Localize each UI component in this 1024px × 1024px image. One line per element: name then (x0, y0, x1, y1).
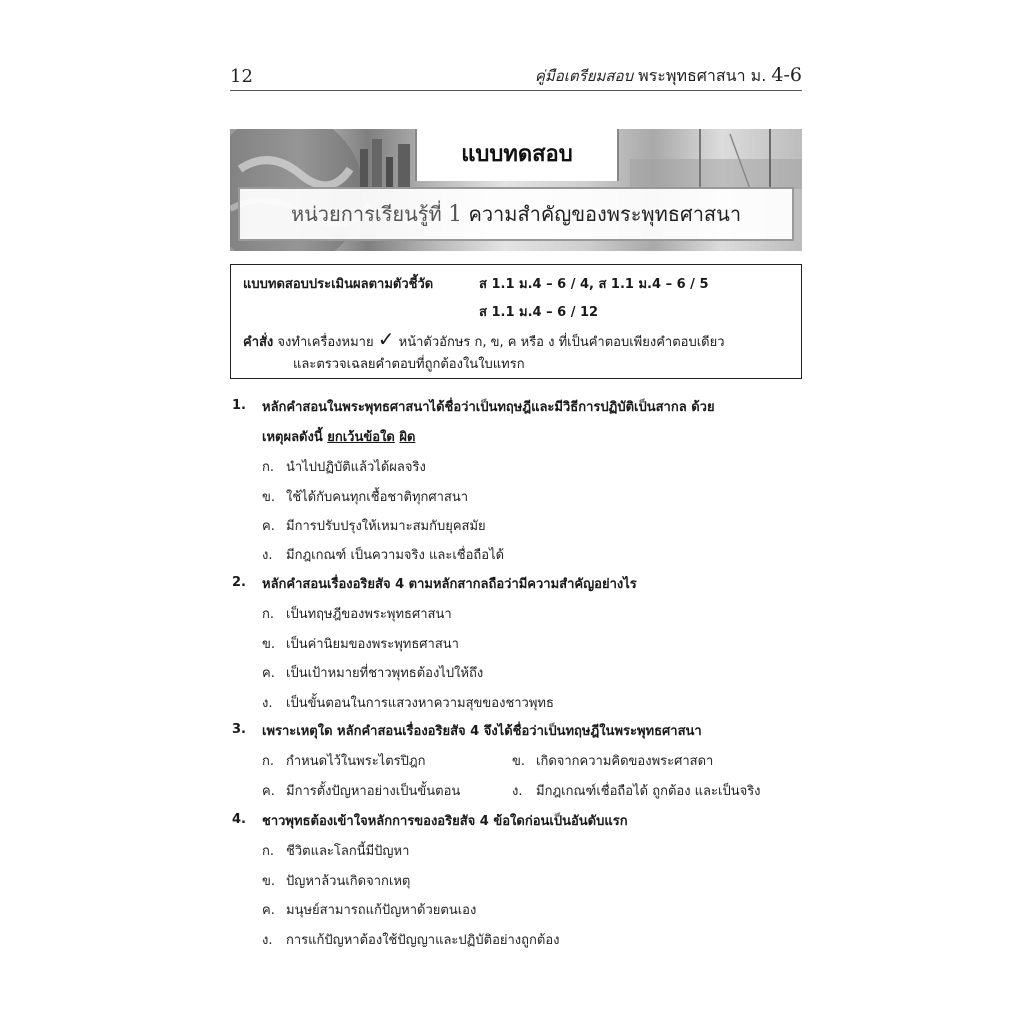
check-mark-icon: ✓ (377, 327, 395, 351)
indicators-line-1: ส 1.1 ม.4 – 6 / 4, ส 1.1 ม.4 – 6 / 5 (479, 277, 709, 292)
unit-heading (238, 187, 794, 241)
question-text: หลักคำสอนในพระพุทธศาสนาได้ชื่อว่าเป็นทฤษฎีและมีวิธีการปฏิบัติเป็นสากล ด้วย (262, 400, 715, 415)
option-text: นำไปปฏิบัติแล้วได้ผลจริง (286, 460, 426, 475)
option-label: ค. (262, 903, 275, 918)
question-text: หลักคำสอนเรื่องอริยสัจ 4 ตามหลักสากลถือว่ามีความสำคัญอย่างไร (262, 577, 637, 592)
question-number: 3. (232, 722, 246, 737)
option-text: มีกฎเกณฑ์เชื่อถือได้ ถูกต้อง และเป็นจริง (536, 784, 761, 799)
option-text: มีกฎเกณฑ์ เป็นความจริง และเชื่อถือได้ (286, 548, 505, 563)
option-label: ค. (262, 519, 275, 534)
answer-option[interactable] (262, 840, 409, 861)
option-text: มนุษย์สามารถแก้ปัญหาด้วยตนเอง (286, 903, 477, 918)
question-emphasis: ยกเว้นข้อใด (327, 430, 395, 445)
answer-option[interactable] (262, 486, 468, 507)
option-label: ค. (262, 666, 275, 681)
book-title-script: คู่มือเตรียมสอบ (534, 67, 634, 85)
option-text: การแก้ปัญหาต้องใช้ปัญญาและปฏิบัติอย่างถูกต้อง (286, 933, 560, 948)
indicators-line-2: ส 1.1 ม.4 – 6 / 12 (479, 305, 599, 320)
option-label: ง. (262, 933, 273, 948)
option-text: เป็นค่านิยมของพระพุทธศาสนา (286, 637, 459, 652)
question-text-line-2 (262, 426, 415, 447)
instruction-part-2: หน้าตัวอักษร ก, ข, ค หรือ ง ที่เป็นคำตอบเพียงคำตอบเดียว (398, 335, 725, 350)
answer-option[interactable] (262, 692, 554, 713)
instruction-label: คำสั่ง (243, 335, 274, 350)
assessment-info-box (230, 264, 802, 379)
option-label: ก. (262, 607, 275, 622)
question-text: ชาวพุทธต้องเข้าใจหลักการของอริยสัจ 4 ข้อใดก่อนเป็นอันดับแรก (262, 814, 628, 829)
answer-option[interactable] (512, 780, 761, 801)
answer-option[interactable] (262, 662, 483, 683)
option-label: ก. (262, 460, 275, 475)
unit-number: 1 (448, 202, 463, 227)
question-number: 2. (232, 575, 246, 590)
page-number: 12 (230, 66, 253, 87)
option-label: ง. (262, 548, 273, 563)
book-title-grade: 4-6 (771, 64, 802, 86)
test-title: แบบทดสอบ (415, 129, 619, 181)
instruction-part-1: จงทำเครื่องหมาย (277, 335, 374, 350)
answer-option[interactable] (262, 929, 560, 950)
unit-name: ความสำคัญของพระพุทธศาสนา (468, 202, 742, 226)
answer-option[interactable] (262, 515, 486, 536)
answer-option[interactable] (262, 456, 426, 477)
option-label: ค. (262, 784, 275, 799)
option-text: ใช้ได้กับคนทุกเชื้อชาติทุกศาสนา (286, 490, 469, 505)
question-number: 4. (232, 812, 246, 827)
option-label: ข. (262, 490, 276, 505)
option-text: มีการปรับปรุงให้เหมาะสมกับยุคสมัย (286, 519, 486, 534)
answer-option[interactable] (262, 544, 504, 565)
option-text: ปัญหาล้วนเกิดจากเหตุ (286, 874, 411, 889)
instruction-line-1 (243, 327, 725, 352)
option-text: กำหนดไว้ในพระไตรปิฎก (286, 754, 426, 769)
option-label: ก. (262, 754, 275, 769)
option-text: เป็นทฤษฎีของพระพุทธศาสนา (286, 607, 452, 622)
option-label: ง. (512, 784, 523, 799)
answer-option[interactable] (262, 633, 459, 654)
answer-option[interactable] (262, 780, 460, 801)
unit-label: หน่วยการเรียนรู้ที่ (290, 202, 442, 226)
book-title-subject: พระพุทธศาสนา ม. (638, 66, 767, 85)
book-title (535, 64, 802, 89)
answer-option[interactable] (262, 870, 410, 891)
answer-option[interactable] (512, 750, 713, 771)
option-label: ก. (262, 844, 275, 859)
option-label: ง. (262, 696, 273, 711)
option-text: ชีวิตและโลกนี้มีปัญหา (286, 844, 410, 859)
answer-option[interactable] (262, 603, 452, 624)
option-text: เกิดจากความคิดของพระศาสดา (536, 754, 714, 769)
answer-option[interactable] (262, 899, 476, 920)
instruction-line-2: และตรวจเฉลยคำตอบที่ถูกต้องในใบแทรก (293, 357, 525, 372)
indicator-label: แบบทดสอบประเมินผลตามตัวชี้วัด (243, 277, 434, 292)
option-label: ข. (512, 754, 526, 769)
option-text: เป็นเป้าหมายที่ชาวพุทธต้องไปให้ถึง (286, 666, 484, 681)
question-emphasis-suffix: ผิด (399, 430, 416, 445)
question-number: 1. (232, 398, 246, 413)
unit-banner (230, 129, 802, 251)
option-label: ข. (262, 874, 276, 889)
question-text: เพราะเหตุใด หลักคำสอนเรื่องอริยสัจ 4 จึงได้ชื่อว่าเป็นทฤษฎีในพระพุทธศาสนา (262, 724, 702, 739)
option-label: ข. (262, 637, 276, 652)
question-text-prefix: เหตุผลดังนี้ (262, 430, 323, 445)
running-header (230, 64, 802, 91)
answer-option[interactable] (262, 750, 426, 771)
option-text: มีการตั้งปัญหาอย่างเป็นขั้นตอน (286, 784, 461, 799)
option-text: เป็นขั้นตอนในการแสวงหาความสุขของชาวพุทธ (286, 696, 554, 711)
